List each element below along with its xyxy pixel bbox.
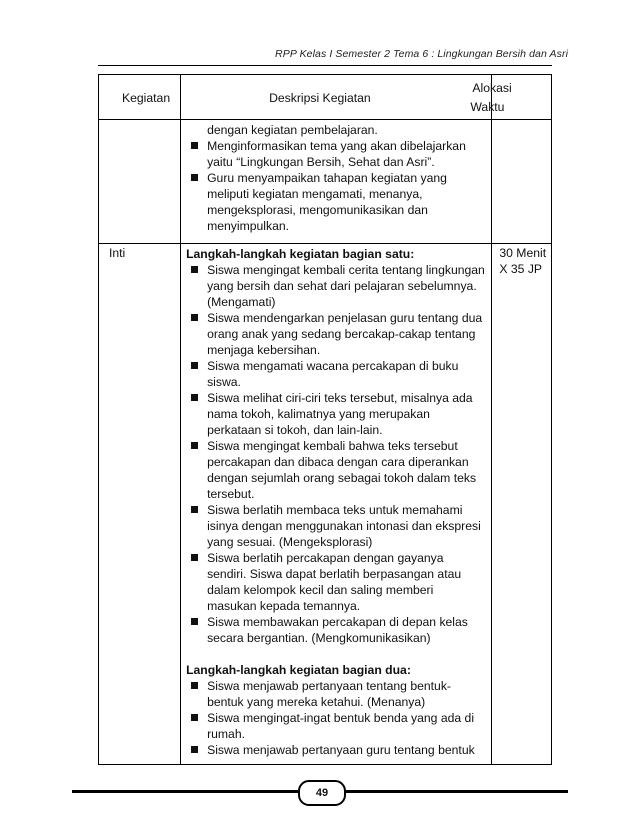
list-item: Guru menyampaikan tahapan kegiatan yang meliputi kegiatan mengamati, menanya, mengeksplorasi, mengomunikasikan dan menyimpulkan.: [186, 170, 485, 234]
list-item: Siswa melihat ciri-ciri teks tersebut, misalnya ada nama tokoh, kalimatnya yang merupakan perkataan si tokoh, dan lain-lain.: [186, 390, 485, 438]
bullet-square-icon: [191, 746, 198, 753]
step-title-1: Langkah-langkah kegiatan bagian satu:: [186, 247, 415, 261]
step-title-2: Langkah-langkah kegiatan bagian dua:: [186, 663, 411, 677]
step-list-2: [186, 678, 485, 758]
lesson-plan-table: [98, 74, 552, 765]
row2-deskripsi: [181, 244, 492, 765]
page-header: RPP Kelas I Semester 2 Tema 6 : Lingkungan Bersih dan Asri: [275, 48, 568, 60]
alokasi-value-2: X 35 JP: [499, 262, 543, 276]
list-item: Siswa mengingat kembali bahwa teks tersebut percakapan dan dibaca dengan cara diperankan dengan sejumlah orang sebagai tokoh dalam teks tersebut.: [186, 438, 485, 502]
bullet-square-icon: [191, 314, 198, 321]
bullet-square-icon: [191, 266, 198, 273]
header-alokasi-label-2: Waktu: [470, 100, 505, 114]
list-item: Siswa mendengarkan penjelasan guru tentang dua orang anak yang sedang bercakap-cakap tentang menjaga kebersihan.: [186, 310, 485, 358]
footer-rule-right: [342, 790, 568, 793]
header-alokasi: [470, 75, 552, 120]
header-rule: [98, 65, 552, 66]
bullet-square-icon: [191, 618, 198, 625]
bullet-square-icon: [191, 506, 198, 513]
list-item: Siswa membawakan percakapan di depan kelas secara bergantian. (Mengkomunikasikan): [186, 614, 485, 646]
header-kegiatan: [99, 75, 181, 120]
list-item: Menginformasikan tema yang akan dibelajarkan yaitu “Lingkungan Bersih, Sehat dan Asri”.: [186, 138, 485, 170]
row2-alokasi: [492, 244, 552, 765]
header-alokasi-label-1: Alokasi: [472, 81, 512, 95]
header-deskripsi-label: Deskripsi Kegiatan: [269, 91, 371, 105]
list-item: Siswa berlatih membaca teks untuk memahami isinya dengan menggunakan intonasi dan ekspresi yang sesuai. (Mengeksplorasi): [186, 502, 485, 550]
list-item: Siswa menjawab pertanyaan tentang bentuk-bentuk yang mereka ketahui. (Menanya): [186, 678, 485, 710]
page-number: 49: [298, 780, 346, 806]
header-kegiatan-label: Kegiatan: [122, 91, 171, 105]
alokasi-value-1: 30 Menit: [499, 246, 547, 260]
row1-alokasi: [492, 120, 552, 244]
bullet-square-icon: [191, 394, 198, 401]
row2-kegiatan: [99, 244, 181, 765]
kegiatan-label: Inti: [109, 246, 126, 260]
list-item: Siswa mengingat-ingat bentuk benda yang ada di rumah.: [186, 710, 485, 742]
footer-rule-left: [72, 790, 298, 793]
bullet-square-icon: [191, 142, 198, 149]
table-row: [99, 244, 552, 765]
row1-kegiatan: [99, 120, 181, 244]
bullet-square-icon: [191, 442, 198, 449]
row1-deskripsi: [181, 120, 492, 244]
table-header-row: [99, 75, 552, 120]
bullet-square-icon: [191, 554, 198, 561]
list-item: Siswa menjawab pertanyaan guru tentang bentuk: [186, 742, 485, 758]
step-list-1: [186, 262, 485, 646]
table-row: [99, 120, 552, 244]
continued-text: dengan kegiatan pembelajaran.: [207, 123, 378, 137]
header-deskripsi: [181, 75, 492, 120]
list-item: Siswa berlatih percakapan dengan gayanya sendiri. Siswa dapat berlatih berpasangan atau dalam kelompok kecil dan saling memberi masukan kepada temannya.: [186, 550, 485, 614]
list-item: Siswa mengamati wacana percakapan di buku siswa.: [186, 358, 485, 390]
bullet-square-icon: [191, 714, 198, 721]
list-item: Siswa mengingat kembali cerita tentang lingkungan yang bersih dan sehat dari pelajaran sebelumnya. (Mengamati): [186, 262, 485, 310]
bullet-square-icon: [191, 174, 198, 181]
bullet-square-icon: [191, 362, 198, 369]
bullet-square-icon: [191, 682, 198, 689]
